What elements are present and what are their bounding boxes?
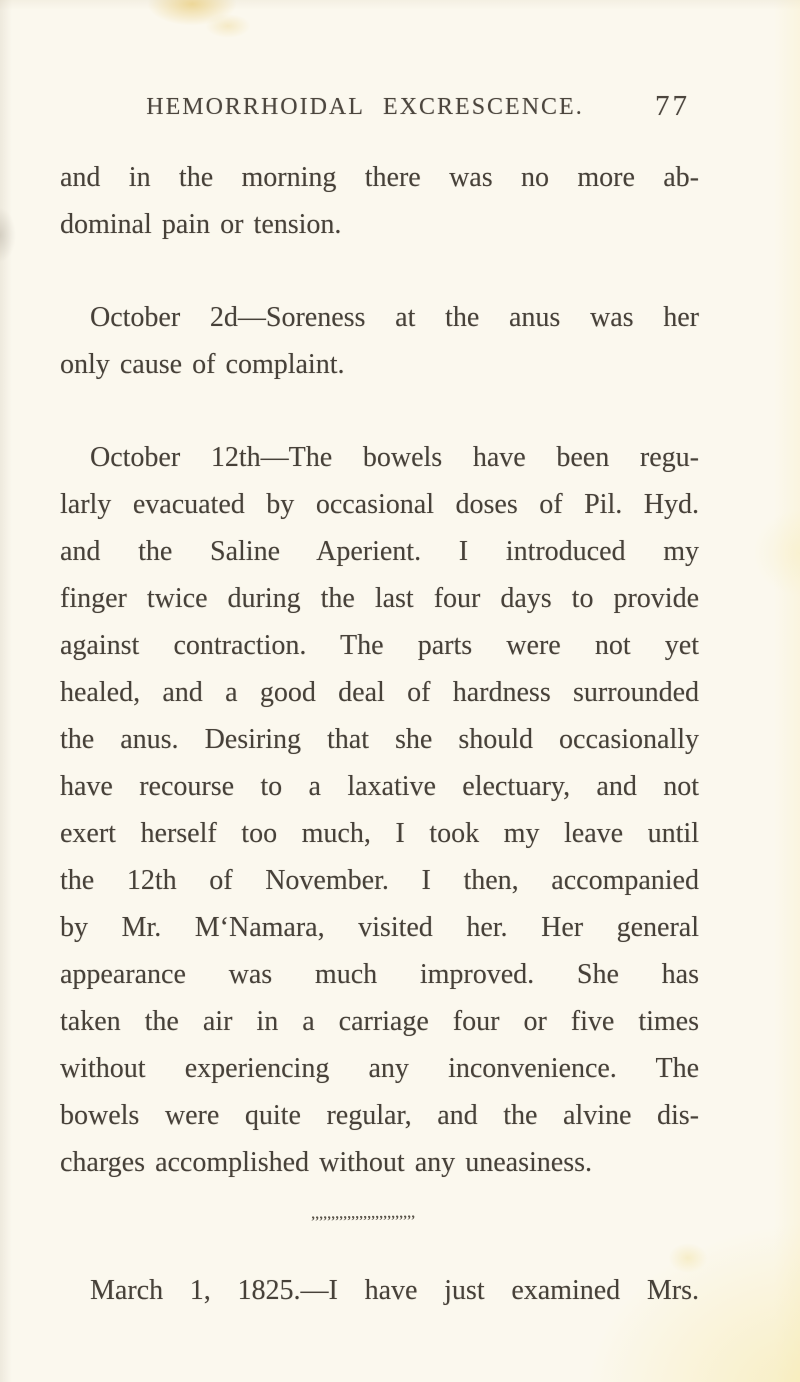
text-line: without experiencing any inconvenience. The — [60, 1053, 699, 1084]
paragraph-march-1825 — [60, 1267, 699, 1314]
text-line: and in the morning there was no more ab- — [60, 162, 699, 193]
section-divider-ornament: ,,,,,,,,,,,,,,,,,,,,,,,,,, — [311, 1206, 417, 1223]
text-line: March 1, 1825.—I have just examined Mrs. — [90, 1275, 699, 1306]
text-line: healed, and a good deal of hardness surrounded — [60, 677, 699, 708]
text-line: taken the air in a carriage four or five times — [60, 1006, 699, 1037]
text-line: the 12th of November. I then, accompanied — [60, 865, 699, 896]
paragraph-continuation — [60, 154, 699, 248]
paragraph-october-12 — [60, 434, 699, 1186]
text-line: bowels were quite regular, and the alvine dis- — [60, 1100, 699, 1131]
text-line: only cause of complaint. — [60, 349, 345, 380]
text-line: larly evacuated by occasional doses of Pil. Hyd. — [60, 489, 699, 520]
text-line: October 12th—The bowels have been regu- — [90, 442, 699, 473]
text-line: October 2d—Soreness at the anus was her — [90, 302, 699, 333]
text-line: against contraction. The parts were not yet — [60, 630, 699, 661]
running-title: HEMORRHOIDAL EXCRESCENCE. — [146, 94, 584, 120]
text-line: finger twice during the last four days to provide — [60, 583, 699, 614]
page-number: 77 — [655, 90, 690, 122]
text-line: and the Saline Aperient. I introduced my — [60, 536, 699, 567]
paragraph-october-2 — [60, 294, 699, 388]
text-line: appearance was much improved. She has — [60, 959, 699, 990]
text-line: exert herself too much, I took my leave until — [60, 818, 699, 849]
text-line: have recourse to a laxative electuary, and not — [60, 771, 699, 802]
text-line: dominal pain or tension. — [60, 209, 342, 240]
text-line: the anus. Desiring that she should occasionally — [60, 724, 699, 755]
text-line: charges accomplished without any uneasiness. — [60, 1147, 593, 1178]
text-line: by Mr. M‘Namara, visited her. Her general — [60, 912, 699, 943]
